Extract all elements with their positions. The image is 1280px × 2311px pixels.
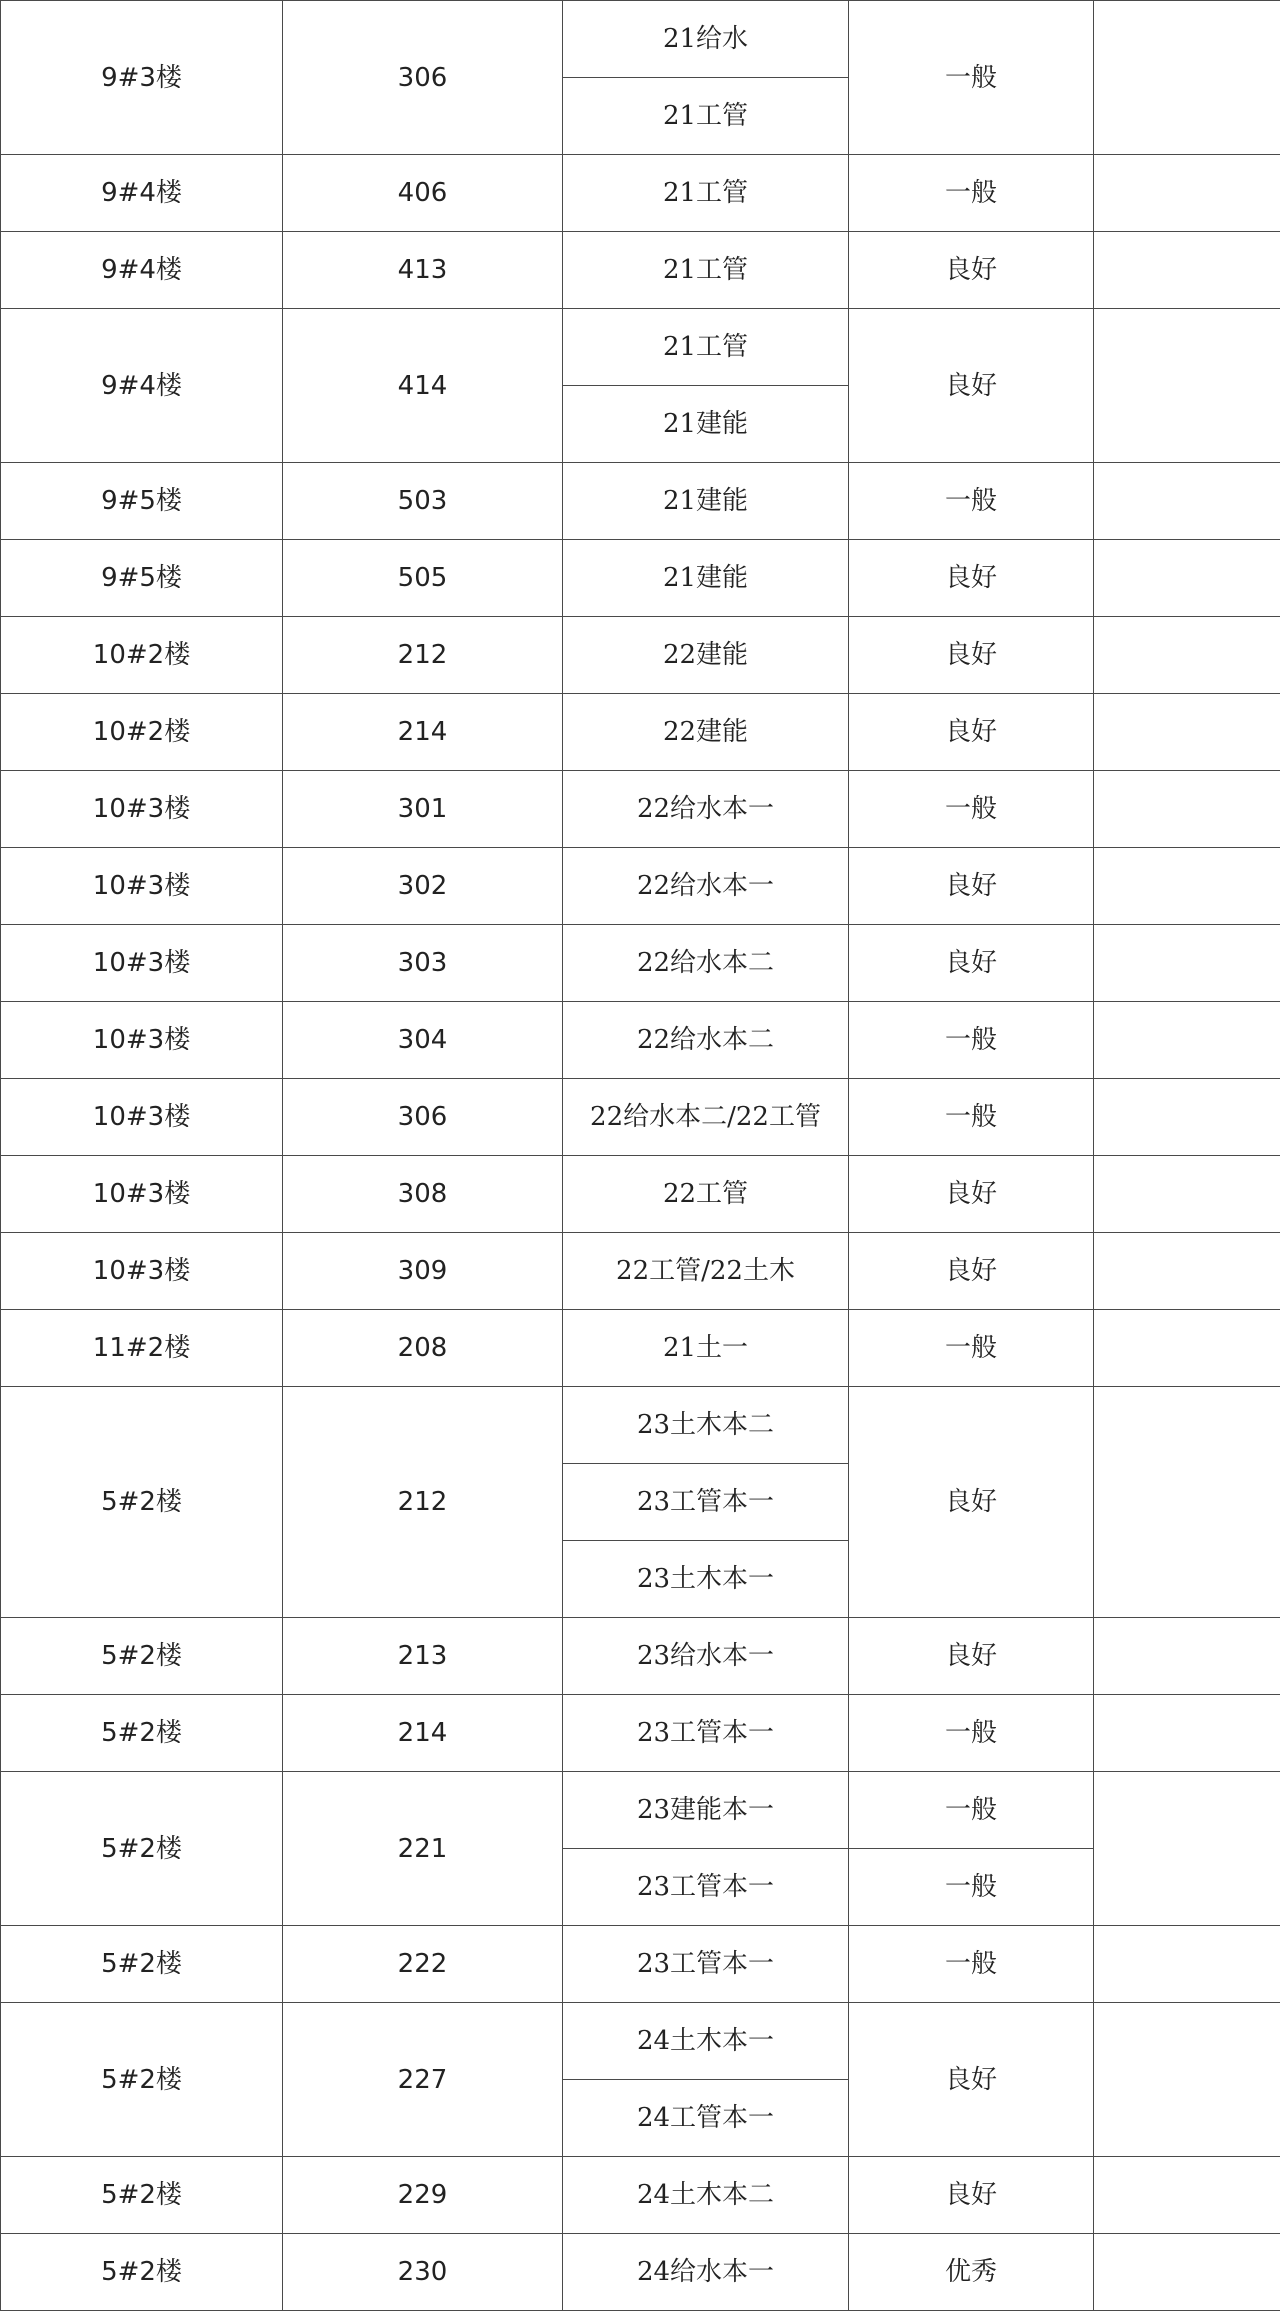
building-cell: 10#3楼 — [1, 1079, 283, 1156]
class-cell: 21工管 — [563, 78, 849, 155]
table-row — [1, 463, 1280, 540]
class-cell: 21工管 — [563, 309, 849, 386]
class-cell: 23建能本一 — [563, 1772, 849, 1849]
table-row — [1, 1, 1280, 78]
note-cell — [1094, 540, 1280, 617]
class-cell: 24土木本一 — [563, 2003, 849, 2080]
rating-cell: 一般 — [849, 1079, 1094, 1156]
rating-cell: 一般 — [849, 1772, 1094, 1849]
class-cell: 24土木本二 — [563, 2157, 849, 2234]
class-cell: 24给水本一 — [563, 2234, 849, 2311]
table-row — [1, 1233, 1280, 1310]
rating-cell: 良好 — [849, 309, 1094, 463]
rating-cell: 一般 — [849, 1002, 1094, 1079]
building-cell: 5#2楼 — [1, 1387, 283, 1618]
building-cell: 9#5楼 — [1, 463, 283, 540]
table-row — [1, 848, 1280, 925]
rating-cell: 良好 — [849, 848, 1094, 925]
building-cell: 9#4楼 — [1, 232, 283, 309]
note-cell — [1094, 463, 1280, 540]
building-cell: 5#2楼 — [1, 1772, 283, 1926]
note-cell — [1094, 1926, 1280, 2003]
table-row — [1, 2234, 1280, 2311]
class-cell: 22给水本二 — [563, 925, 849, 1002]
note-cell — [1094, 2003, 1280, 2157]
rating-cell: 一般 — [849, 771, 1094, 848]
class-cell: 22建能 — [563, 694, 849, 771]
rating-cell: 良好 — [849, 1156, 1094, 1233]
note-cell — [1094, 848, 1280, 925]
building-cell: 9#3楼 — [1, 1, 283, 155]
rating-cell: 良好 — [849, 2003, 1094, 2157]
room-cell: 306 — [283, 1, 563, 155]
note-cell — [1094, 617, 1280, 694]
room-cell: 208 — [283, 1310, 563, 1387]
note-cell — [1094, 2234, 1280, 2311]
building-cell: 5#2楼 — [1, 1695, 283, 1772]
class-cell: 23工管本一 — [563, 1464, 849, 1541]
class-cell: 22建能 — [563, 617, 849, 694]
table-row — [1, 1387, 1280, 1464]
class-cell: 22给水本一 — [563, 771, 849, 848]
class-cell: 23工管本一 — [563, 1926, 849, 2003]
note-cell — [1094, 1156, 1280, 1233]
rating-cell: 一般 — [849, 1, 1094, 155]
table-row — [1, 617, 1280, 694]
class-cell: 21工管 — [563, 232, 849, 309]
table-row — [1, 309, 1280, 386]
building-cell: 5#2楼 — [1, 2234, 283, 2311]
note-cell — [1094, 694, 1280, 771]
building-cell: 5#2楼 — [1, 2003, 283, 2157]
room-cell: 212 — [283, 1387, 563, 1618]
table-row — [1, 694, 1280, 771]
note-cell — [1094, 925, 1280, 1002]
room-cell: 301 — [283, 771, 563, 848]
note-cell — [1094, 1618, 1280, 1695]
table-row — [1, 1926, 1280, 2003]
building-cell: 10#3楼 — [1, 1156, 283, 1233]
table-row — [1, 771, 1280, 848]
room-cell: 304 — [283, 1002, 563, 1079]
table-row — [1, 155, 1280, 232]
note-cell — [1094, 1387, 1280, 1618]
rating-cell: 良好 — [849, 1233, 1094, 1310]
room-cell: 212 — [283, 617, 563, 694]
rating-cell: 一般 — [849, 1310, 1094, 1387]
class-cell: 22工管 — [563, 1156, 849, 1233]
note-cell — [1094, 1695, 1280, 1772]
room-cell: 302 — [283, 848, 563, 925]
room-cell: 227 — [283, 2003, 563, 2157]
rating-cell: 一般 — [849, 463, 1094, 540]
class-cell: 23给水本一 — [563, 1618, 849, 1695]
rating-cell: 良好 — [849, 1618, 1094, 1695]
note-cell — [1094, 155, 1280, 232]
rating-cell: 良好 — [849, 694, 1094, 771]
class-cell: 21土一 — [563, 1310, 849, 1387]
table-row — [1, 1002, 1280, 1079]
table-row — [1, 2157, 1280, 2234]
building-cell: 10#3楼 — [1, 1002, 283, 1079]
rating-cell: 一般 — [849, 1849, 1094, 1926]
table-row — [1, 1156, 1280, 1233]
building-cell: 9#4楼 — [1, 155, 283, 232]
room-cell: 414 — [283, 309, 563, 463]
table-row — [1, 1772, 1280, 1849]
room-cell: 214 — [283, 694, 563, 771]
room-cell: 505 — [283, 540, 563, 617]
rating-cell: 良好 — [849, 232, 1094, 309]
building-cell: 11#2楼 — [1, 1310, 283, 1387]
table-row — [1, 232, 1280, 309]
class-cell: 22给水本二 — [563, 1002, 849, 1079]
table-row — [1, 1310, 1280, 1387]
rating-cell: 良好 — [849, 617, 1094, 694]
building-cell: 10#3楼 — [1, 1233, 283, 1310]
class-cell: 21给水 — [563, 1, 849, 78]
building-cell: 9#5楼 — [1, 540, 283, 617]
rating-cell: 一般 — [849, 1695, 1094, 1772]
class-cell: 22给水本一 — [563, 848, 849, 925]
note-cell — [1094, 232, 1280, 309]
note-cell — [1094, 771, 1280, 848]
class-cell: 24工管本一 — [563, 2080, 849, 2157]
class-cell: 23工管本一 — [563, 1695, 849, 1772]
building-cell: 10#3楼 — [1, 925, 283, 1002]
room-cell: 214 — [283, 1695, 563, 1772]
building-cell: 10#2楼 — [1, 617, 283, 694]
building-cell: 10#2楼 — [1, 694, 283, 771]
class-cell: 23工管本一 — [563, 1849, 849, 1926]
note-cell — [1094, 1002, 1280, 1079]
note-cell — [1094, 1310, 1280, 1387]
building-cell: 5#2楼 — [1, 1618, 283, 1695]
room-cell: 230 — [283, 2234, 563, 2311]
table-row — [1, 2003, 1280, 2080]
room-cell: 308 — [283, 1156, 563, 1233]
note-cell — [1094, 1233, 1280, 1310]
rating-cell: 优秀 — [849, 2234, 1094, 2311]
table-body — [1, 1, 1280, 2311]
rating-cell: 一般 — [849, 155, 1094, 232]
room-cell: 306 — [283, 1079, 563, 1156]
room-cell: 413 — [283, 232, 563, 309]
note-cell — [1094, 2157, 1280, 2234]
room-cell: 406 — [283, 155, 563, 232]
building-cell: 5#2楼 — [1, 2157, 283, 2234]
note-cell — [1094, 1772, 1280, 1926]
table-row — [1, 1618, 1280, 1695]
room-cell: 229 — [283, 2157, 563, 2234]
room-cell: 303 — [283, 925, 563, 1002]
note-cell — [1094, 309, 1280, 463]
class-cell: 21建能 — [563, 540, 849, 617]
building-cell: 9#4楼 — [1, 309, 283, 463]
room-cell: 503 — [283, 463, 563, 540]
rating-cell: 良好 — [849, 2157, 1094, 2234]
class-cell: 23土木本一 — [563, 1541, 849, 1618]
class-cell: 21工管 — [563, 155, 849, 232]
table-row — [1, 540, 1280, 617]
class-cell: 21建能 — [563, 386, 849, 463]
class-cell: 22给水本二/22工管 — [563, 1079, 849, 1156]
building-cell: 10#3楼 — [1, 848, 283, 925]
building-cell: 5#2楼 — [1, 1926, 283, 2003]
rating-cell: 良好 — [849, 540, 1094, 617]
room-cell: 309 — [283, 1233, 563, 1310]
class-cell: 22工管/22土木 — [563, 1233, 849, 1310]
class-cell: 23土木本二 — [563, 1387, 849, 1464]
room-cell: 213 — [283, 1618, 563, 1695]
rating-cell: 一般 — [849, 1926, 1094, 2003]
building-cell: 10#3楼 — [1, 771, 283, 848]
room-cell: 221 — [283, 1772, 563, 1926]
class-cell: 21建能 — [563, 463, 849, 540]
table-row — [1, 1079, 1280, 1156]
table-row — [1, 925, 1280, 1002]
note-cell — [1094, 1, 1280, 155]
note-cell — [1094, 1079, 1280, 1156]
rating-cell: 良好 — [849, 1387, 1094, 1618]
room-cell: 222 — [283, 1926, 563, 2003]
table-row — [1, 1695, 1280, 1772]
rating-cell: 良好 — [849, 925, 1094, 1002]
